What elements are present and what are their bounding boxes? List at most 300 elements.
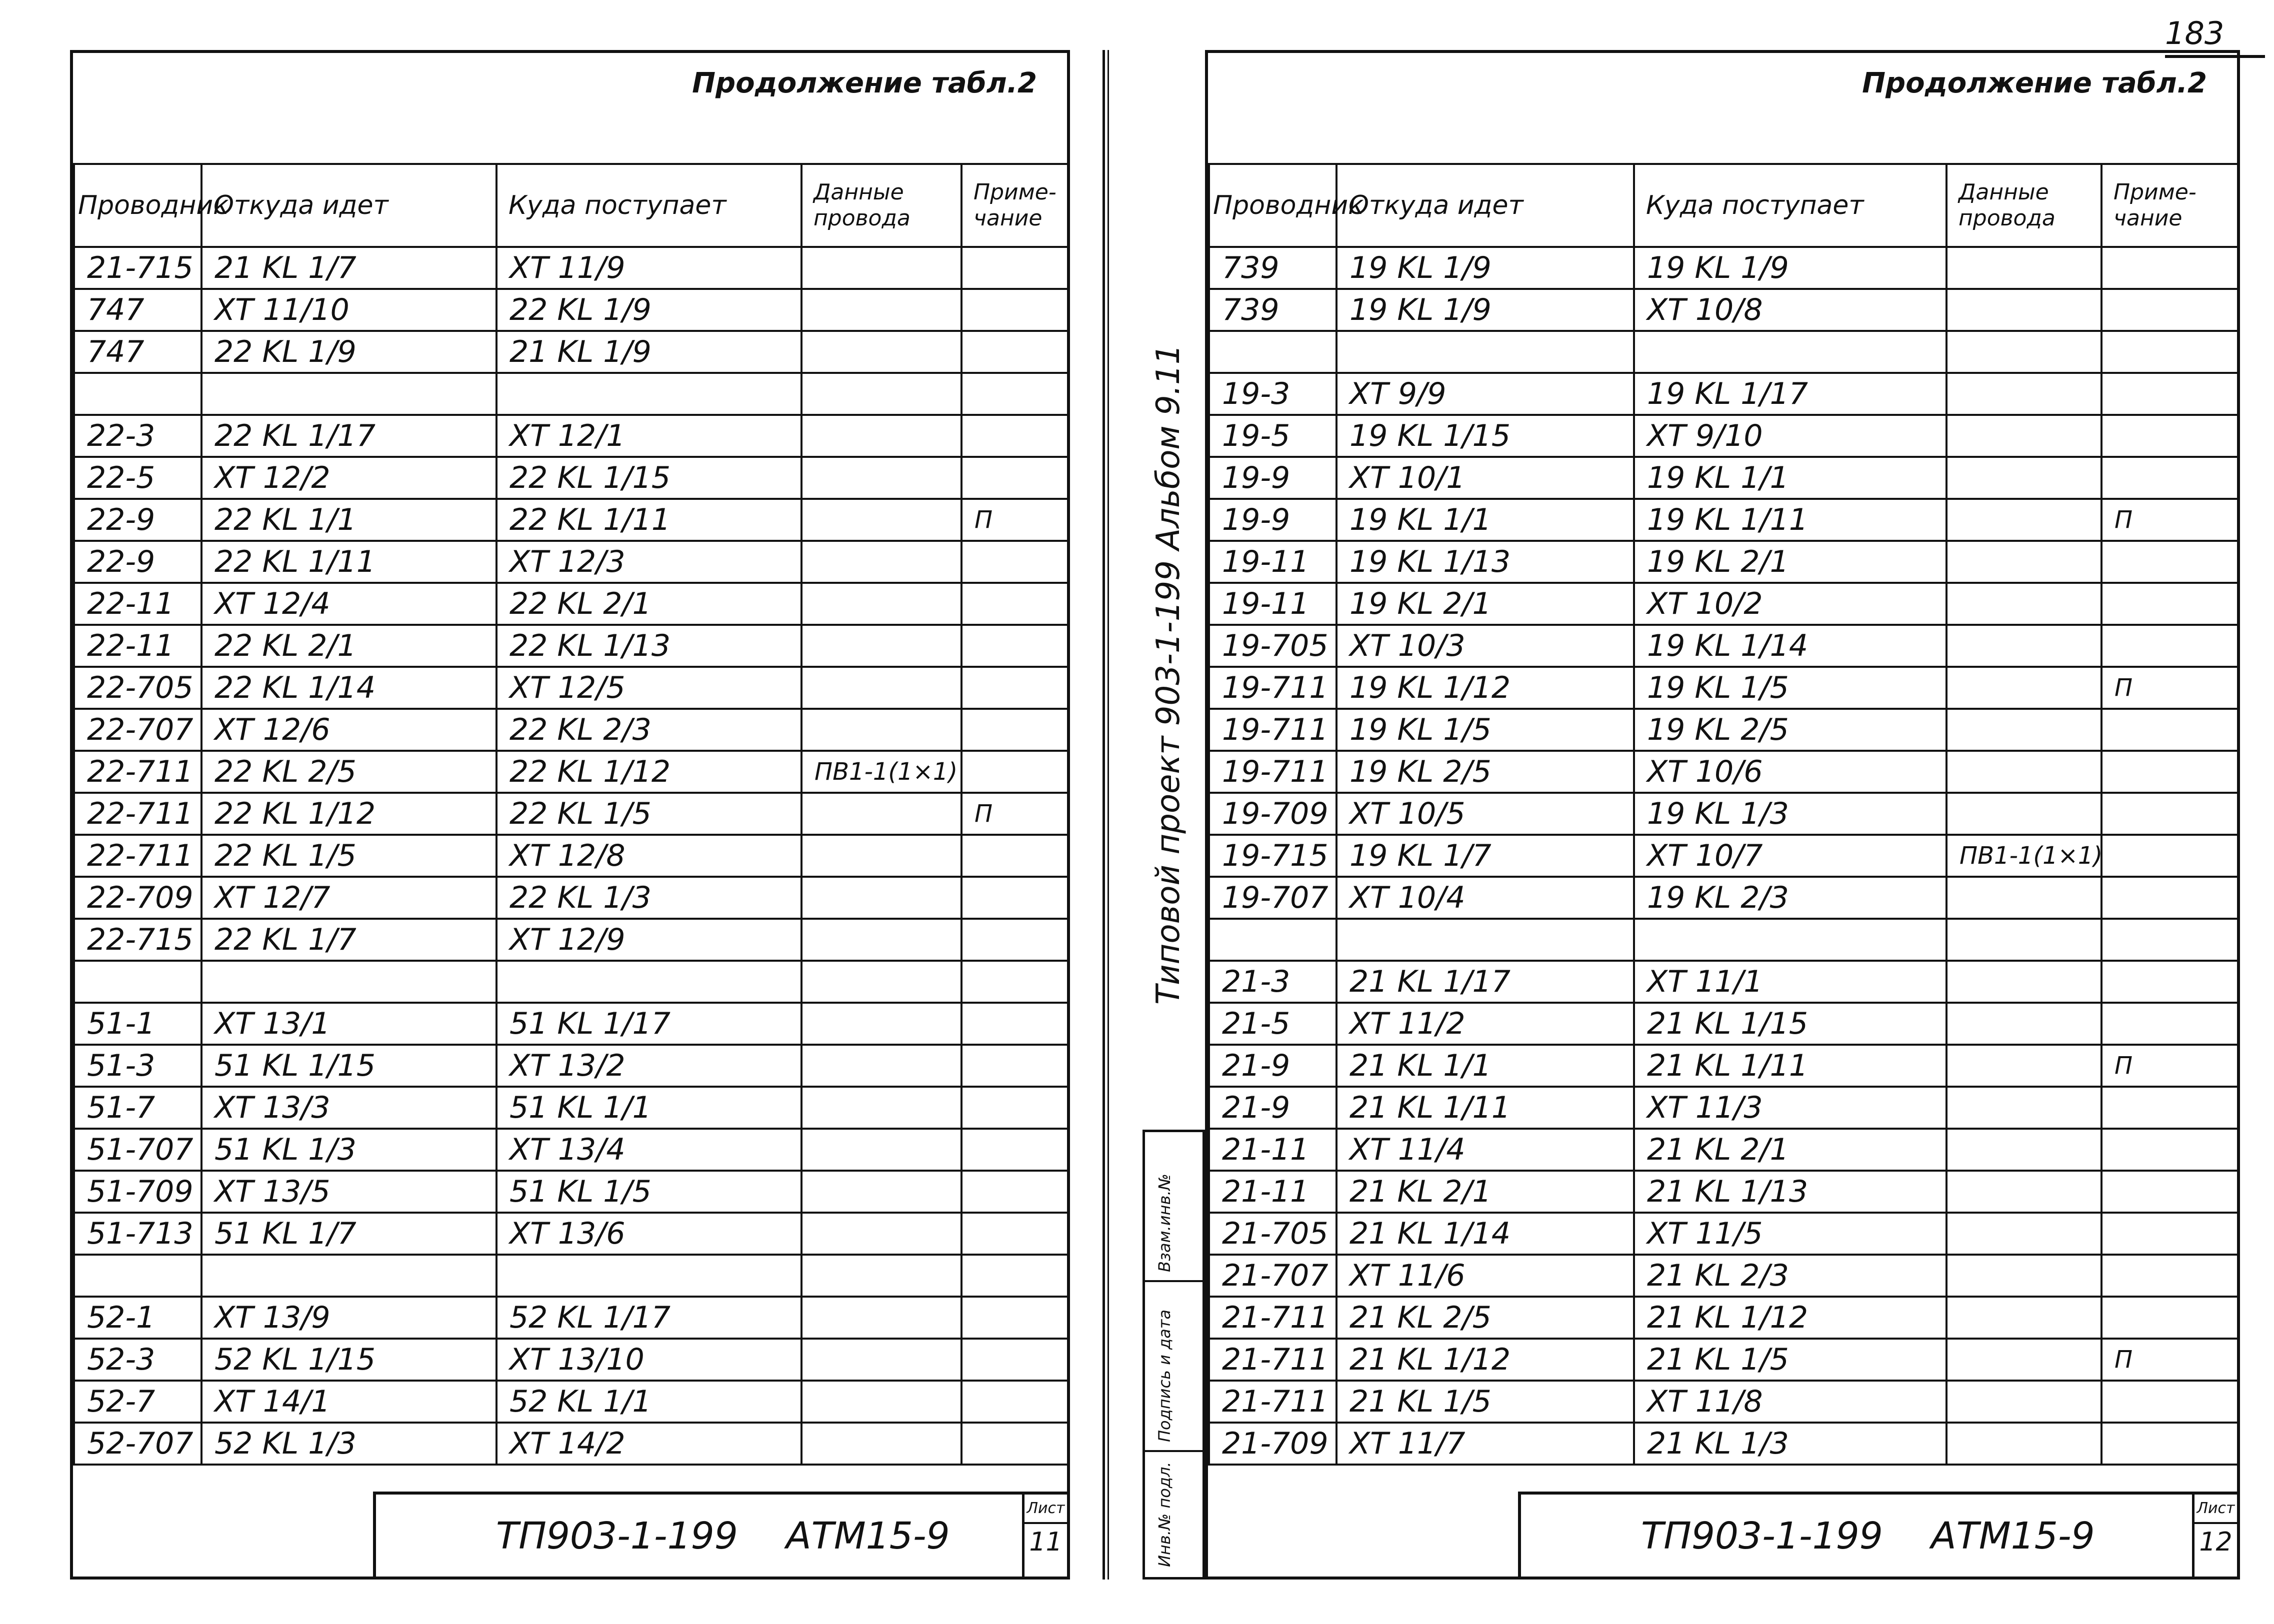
cell-to: XT 12/8 [496, 835, 802, 877]
header-note: Приме-чание [2102, 164, 2238, 247]
cell-from: 52 KL 1/3 [202, 1423, 496, 1465]
cell-note [962, 1087, 1068, 1129]
cell-data [1946, 919, 2102, 961]
page-number: 183 [2165, 15, 2224, 51]
table-row [74, 625, 1068, 667]
cell-data [1946, 751, 2102, 793]
header-from: Откуда идет [202, 164, 496, 247]
header-wire: Проводник [74, 164, 202, 247]
cell-data [802, 835, 962, 877]
cell-from: XT 14/1 [202, 1381, 496, 1423]
cell-to: XT 10/8 [1634, 289, 1946, 331]
cell-wire: 19-707 [1209, 877, 1336, 919]
cell-from: 22 KL 2/5 [202, 751, 496, 793]
cell-from: XT 11/10 [202, 289, 496, 331]
cell-to: XT 12/1 [496, 415, 802, 457]
cell-data [1946, 541, 2102, 583]
table-row [74, 751, 1068, 793]
cell-wire: 21-5 [1209, 1003, 1336, 1045]
cell-note [2102, 373, 2238, 415]
table-row [74, 289, 1068, 331]
cell-wire: 22-705 [74, 667, 202, 709]
wire-table-right-body [1209, 247, 2238, 1465]
cell-from: XT 11/4 [1336, 1129, 1634, 1171]
cell-note [2102, 1129, 2238, 1171]
side-cell-inv-orig [1145, 1452, 1202, 1577]
cell-to: XT 13/6 [496, 1213, 802, 1255]
cell-from: XT 10/3 [1336, 625, 1634, 667]
cell-to: 22 KL 1/11 [496, 499, 802, 541]
table-row [74, 457, 1068, 499]
table-row [74, 373, 1068, 415]
cell-wire: 52-7 [74, 1381, 202, 1423]
table-row [1209, 667, 2238, 709]
cell-from: XT 12/7 [202, 877, 496, 919]
header-to: Куда поступает [496, 164, 802, 247]
cell-from: 19 KL 1/5 [1336, 709, 1634, 751]
table-row [1209, 877, 2238, 919]
cell-data [802, 919, 962, 961]
cell-note [2102, 1255, 2238, 1297]
table-row [1209, 1087, 2238, 1129]
table-row [74, 1381, 1068, 1423]
cell-data [802, 1297, 962, 1339]
cell-to: 22 KL 1/3 [496, 877, 802, 919]
table-row [1209, 1423, 2238, 1465]
cell-wire: 51-707 [74, 1129, 202, 1171]
cell-note [962, 541, 1068, 583]
left-sheet [70, 50, 1070, 1580]
cell-to: 19 KL 2/1 [1634, 541, 1946, 583]
side-stamp [1142, 1130, 1205, 1580]
cell-data [1946, 247, 2102, 289]
cell-data [802, 793, 962, 835]
cell-from: 21 KL 1/17 [1336, 961, 1634, 1003]
stamp-doc-number: ТП903-1-199 [496, 1515, 738, 1558]
cell-note [2102, 625, 2238, 667]
cell-wire [74, 1255, 202, 1297]
cell-from [202, 373, 496, 415]
table-row [74, 1255, 1068, 1297]
cell-to: 19 KL 1/1 [1634, 457, 1946, 499]
cell-to: XT 9/10 [1634, 415, 1946, 457]
wire-table-left [73, 163, 1069, 1466]
cell-to: XT 10/6 [1634, 751, 1946, 793]
table-row [1209, 373, 2238, 415]
cell-from: 19 KL 2/1 [1336, 583, 1634, 625]
cell-wire: 52-1 [74, 1297, 202, 1339]
table-row [74, 541, 1068, 583]
cell-note [962, 919, 1068, 961]
cell-note [2102, 331, 2238, 373]
cell-from: 21 KL 2/1 [1336, 1171, 1634, 1213]
cell-to: 52 KL 1/17 [496, 1297, 802, 1339]
cell-to: XT 12/3 [496, 541, 802, 583]
cell-data [802, 541, 962, 583]
cell-note [962, 625, 1068, 667]
stamp-sheet-box [2192, 1495, 2237, 1577]
header-from: Откуда идет [1336, 164, 1634, 247]
title-block-left [373, 1492, 1067, 1577]
header-wire: Проводник [1209, 164, 1336, 247]
cell-wire: 19-711 [1209, 709, 1336, 751]
cell-from: 22 KL 1/1 [202, 499, 496, 541]
cell-note [962, 1129, 1068, 1171]
cell-data [1946, 373, 2102, 415]
cell-wire: 747 [74, 289, 202, 331]
cell-from: XT 9/9 [1336, 373, 1634, 415]
cell-wire: 739 [1209, 289, 1336, 331]
cell-note [2102, 289, 2238, 331]
table-row [74, 1339, 1068, 1381]
cell-wire: 21-9 [1209, 1045, 1336, 1087]
cell-data [1946, 1213, 2102, 1255]
cell-wire: 22-711 [74, 835, 202, 877]
cell-data [802, 877, 962, 919]
table-row [74, 1087, 1068, 1129]
cell-wire: 739 [1209, 247, 1336, 289]
cell-from: 19 KL 1/7 [1336, 835, 1634, 877]
cell-from: 19 KL 1/1 [1336, 499, 1634, 541]
table-row [1209, 793, 2238, 835]
cell-wire: 51-7 [74, 1087, 202, 1129]
cell-note [2102, 835, 2238, 877]
cell-to: 22 KL 1/5 [496, 793, 802, 835]
cell-from: 21 KL 1/14 [1336, 1213, 1634, 1255]
table-row [1209, 919, 2238, 961]
cell-wire: 21-705 [1209, 1213, 1336, 1255]
cell-note [962, 877, 1068, 919]
cell-wire: 22-11 [74, 625, 202, 667]
cell-wire: 19-709 [1209, 793, 1336, 835]
table-row [1209, 1129, 2238, 1171]
cell-data [1946, 457, 2102, 499]
cell-from: XT 10/1 [1336, 457, 1634, 499]
cell-to [496, 961, 802, 1003]
table-row [1209, 457, 2238, 499]
cell-data [1946, 793, 2102, 835]
cell-note [2102, 1003, 2238, 1045]
wire-table-left-body [74, 247, 1068, 1465]
cell-note [962, 415, 1068, 457]
cell-wire: 22-5 [74, 457, 202, 499]
table-row [1209, 625, 2238, 667]
cell-data [802, 1045, 962, 1087]
cell-note [962, 1045, 1068, 1087]
cell-to: 21 KL 2/1 [1634, 1129, 1946, 1171]
cell-data [802, 1003, 962, 1045]
cell-note [962, 667, 1068, 709]
continuation-title: Продолжение табл.2 [692, 67, 1037, 99]
side-cell-sign-date [1145, 1282, 1202, 1452]
table-row [74, 835, 1068, 877]
table-row [74, 709, 1068, 751]
table-row [1209, 1339, 2238, 1381]
table-row [1209, 415, 2238, 457]
cell-to: XT 11/9 [496, 247, 802, 289]
table-row [1209, 1255, 2238, 1297]
cell-from: XT 11/7 [1336, 1423, 1634, 1465]
cell-note [962, 1171, 1068, 1213]
stamp-code: АТМ15-9 [1931, 1515, 2095, 1558]
cell-to [496, 1255, 802, 1297]
cell-note [962, 1423, 1068, 1465]
cell-data [802, 1129, 962, 1171]
cell-note: П [2102, 499, 2238, 541]
cell-wire: 52-3 [74, 1339, 202, 1381]
cell-to: 22 KL 2/3 [496, 709, 802, 751]
cell-data [802, 709, 962, 751]
cell-to: 19 KL 2/5 [1634, 709, 1946, 751]
cell-to: 19 KL 1/14 [1634, 625, 1946, 667]
table-row [74, 793, 1068, 835]
cell-note [2102, 1423, 2238, 1465]
cell-from: 51 KL 1/7 [202, 1213, 496, 1255]
cell-from: XT 13/1 [202, 1003, 496, 1045]
cell-to: 19 KL 1/3 [1634, 793, 1946, 835]
cell-to: 51 KL 1/5 [496, 1171, 802, 1213]
cell-from: 19 KL 1/13 [1336, 541, 1634, 583]
cell-to: XT 12/5 [496, 667, 802, 709]
table-row [74, 583, 1068, 625]
cell-to: 51 KL 1/17 [496, 1003, 802, 1045]
table-row [1209, 1381, 2238, 1423]
cell-data [802, 499, 962, 541]
cell-wire: 22-9 [74, 499, 202, 541]
cell-from: 51 KL 1/15 [202, 1045, 496, 1087]
cell-wire: 22-9 [74, 541, 202, 583]
cell-from: 52 KL 1/15 [202, 1339, 496, 1381]
side-label-inv-subst: Взам.инв.№ [1155, 1174, 1174, 1272]
cell-note [962, 961, 1068, 1003]
cell-from: XT 13/9 [202, 1297, 496, 1339]
cell-wire: 21-11 [1209, 1129, 1336, 1171]
cell-to: 52 KL 1/1 [496, 1381, 802, 1423]
stamp-code: АТМ15-9 [786, 1515, 950, 1558]
cell-to: XT 11/5 [1634, 1213, 1946, 1255]
cell-wire: 19-705 [1209, 625, 1336, 667]
table-row [74, 877, 1068, 919]
cell-to: 22 KL 1/13 [496, 625, 802, 667]
cell-note [962, 709, 1068, 751]
cell-data [802, 1087, 962, 1129]
cell-to: 21 KL 1/12 [1634, 1297, 1946, 1339]
table-row [1209, 1297, 2238, 1339]
cell-wire: 19-715 [1209, 835, 1336, 877]
cell-note [2102, 1087, 2238, 1129]
cell-to: 21 KL 1/13 [1634, 1171, 1946, 1213]
cell-from: 22 KL 1/11 [202, 541, 496, 583]
table-row [74, 961, 1068, 1003]
table-row [74, 919, 1068, 961]
cell-from: 22 KL 1/14 [202, 667, 496, 709]
cell-from: 19 KL 1/15 [1336, 415, 1634, 457]
cell-note [2102, 457, 2238, 499]
cell-from: XT 11/2 [1336, 1003, 1634, 1045]
cell-from: 19 KL 1/9 [1336, 289, 1634, 331]
side-label-inv-orig: Инв.№ подл. [1155, 1462, 1174, 1567]
cell-to: XT 11/1 [1634, 961, 1946, 1003]
cell-to: 21 KL 1/11 [1634, 1045, 1946, 1087]
cell-data [1946, 331, 2102, 373]
cell-to: 22 KL 2/1 [496, 583, 802, 625]
cell-from: XT 13/5 [202, 1171, 496, 1213]
cell-to: 22 KL 1/9 [496, 289, 802, 331]
cell-wire: 22-711 [74, 793, 202, 835]
cell-from: 19 KL 1/9 [1336, 247, 1634, 289]
continuation-title: Продолжение табл.2 [1862, 67, 2207, 99]
cell-data: ПВ1-1(1×1) [1946, 835, 2102, 877]
cell-from: 22 KL 1/7 [202, 919, 496, 961]
cell-to: 22 KL 1/12 [496, 751, 802, 793]
cell-data [802, 1213, 962, 1255]
table-row [1209, 499, 2238, 541]
side-label-sign-date: Подпись и дата [1155, 1309, 1174, 1442]
cell-to: 21 KL 1/9 [496, 331, 802, 373]
cell-from: 22 KL 1/5 [202, 835, 496, 877]
cell-data [802, 415, 962, 457]
header-to: Куда поступает [1634, 164, 1946, 247]
cell-note [962, 1003, 1068, 1045]
cell-data [802, 457, 962, 499]
cell-from: XT 11/6 [1336, 1255, 1634, 1297]
cell-wire: 747 [74, 331, 202, 373]
cell-note [2102, 1297, 2238, 1339]
cell-note: П [2102, 1339, 2238, 1381]
cell-note [962, 1213, 1068, 1255]
cell-from [202, 1255, 496, 1297]
cell-data [802, 373, 962, 415]
cell-wire: 22-715 [74, 919, 202, 961]
cell-wire: 21-715 [74, 247, 202, 289]
cell-wire: 51-3 [74, 1045, 202, 1087]
table-row [74, 247, 1068, 289]
cell-wire: 21-707 [1209, 1255, 1336, 1297]
table-row [1209, 1171, 2238, 1213]
cell-note: П [962, 499, 1068, 541]
cell-from: XT 13/3 [202, 1087, 496, 1129]
cell-wire: 21-711 [1209, 1339, 1336, 1381]
cell-note [2102, 583, 2238, 625]
stamp-sheet-box [1022, 1495, 1067, 1577]
cell-data [1946, 1045, 2102, 1087]
cell-to: XT 14/2 [496, 1423, 802, 1465]
cell-from: 19 KL 2/5 [1336, 751, 1634, 793]
stamp-sheet-label: Лист [1024, 1495, 1067, 1524]
cell-wire: 51-709 [74, 1171, 202, 1213]
table-row [1209, 331, 2238, 373]
table-row [1209, 751, 2238, 793]
cell-to: 21 KL 1/5 [1634, 1339, 1946, 1381]
cell-from [1336, 919, 1634, 961]
cell-wire [1209, 919, 1336, 961]
cell-note [2102, 961, 2238, 1003]
cell-wire: 19-11 [1209, 583, 1336, 625]
cell-note [2102, 751, 2238, 793]
cell-note [962, 835, 1068, 877]
cell-data [802, 247, 962, 289]
cell-data [1946, 667, 2102, 709]
album-vertical-label: Типовой проект 903-1-199 Альбом 9.11 [1150, 344, 1187, 1005]
cell-note [962, 331, 1068, 373]
cell-note [2102, 1171, 2238, 1213]
cell-wire: 19-711 [1209, 751, 1336, 793]
cell-note [962, 1381, 1068, 1423]
cell-from: XT 10/5 [1336, 793, 1634, 835]
cell-data [1946, 415, 2102, 457]
cell-from: 21 KL 1/5 [1336, 1381, 1634, 1423]
cell-data [1946, 1003, 2102, 1045]
stamp-sheet-number: 11 [1029, 1527, 1062, 1557]
cell-from: 21 KL 1/1 [1336, 1045, 1634, 1087]
cell-to [1634, 919, 1946, 961]
table-row [1209, 1045, 2238, 1087]
cell-from: 22 KL 1/9 [202, 331, 496, 373]
table-row [1209, 1003, 2238, 1045]
binding-line-inner [1108, 50, 1109, 1580]
cell-note [2102, 793, 2238, 835]
cell-to [1634, 331, 1946, 373]
cell-data [1946, 1255, 2102, 1297]
table-row [74, 1129, 1068, 1171]
cell-note [2102, 415, 2238, 457]
cell-wire: 22-707 [74, 709, 202, 751]
cell-wire: 19-9 [1209, 457, 1336, 499]
cell-wire: 21-9 [1209, 1087, 1336, 1129]
wire-table-right [1208, 163, 2239, 1466]
cell-to: XT 13/2 [496, 1045, 802, 1087]
cell-wire: 51-713 [74, 1213, 202, 1255]
cell-from: 21 KL 2/5 [1336, 1297, 1634, 1339]
cell-to: 21 KL 1/3 [1634, 1423, 1946, 1465]
table-row [1209, 247, 2238, 289]
cell-data [1946, 499, 2102, 541]
cell-from: 21 KL 1/11 [1336, 1087, 1634, 1129]
cell-data: ПВ1-1(1×1) [802, 751, 962, 793]
cell-data [1946, 877, 2102, 919]
cell-wire: 19-3 [1209, 373, 1336, 415]
table-header-row [1209, 164, 2238, 247]
cell-from: 19 KL 1/12 [1336, 667, 1634, 709]
cell-data [1946, 289, 2102, 331]
cell-data [1946, 1129, 2102, 1171]
cell-wire: 19-11 [1209, 541, 1336, 583]
cell-to [496, 373, 802, 415]
binding-line [1102, 50, 1105, 1580]
cell-note [962, 1297, 1068, 1339]
cell-data [1946, 1339, 2102, 1381]
cell-wire: 52-707 [74, 1423, 202, 1465]
table-row [74, 1297, 1068, 1339]
cell-note: П [962, 793, 1068, 835]
stamp-doc-number: ТП903-1-199 [1641, 1515, 1883, 1558]
cell-from: XT 12/2 [202, 457, 496, 499]
table-row [74, 1423, 1068, 1465]
cell-to: XT 10/7 [1634, 835, 1946, 877]
cell-to: 19 KL 1/9 [1634, 247, 1946, 289]
cell-wire: 19-9 [1209, 499, 1336, 541]
cell-note [962, 1339, 1068, 1381]
cell-to: 51 KL 1/1 [496, 1087, 802, 1129]
cell-to: 19 KL 2/3 [1634, 877, 1946, 919]
cell-to: XT 11/3 [1634, 1087, 1946, 1129]
cell-to: 19 KL 1/11 [1634, 499, 1946, 541]
table-row [74, 499, 1068, 541]
cell-note: П [2102, 1045, 2238, 1087]
stamp-sheet-number: 12 [2199, 1527, 2232, 1557]
title-block-right [1518, 1492, 2237, 1577]
cell-wire: 22-711 [74, 751, 202, 793]
